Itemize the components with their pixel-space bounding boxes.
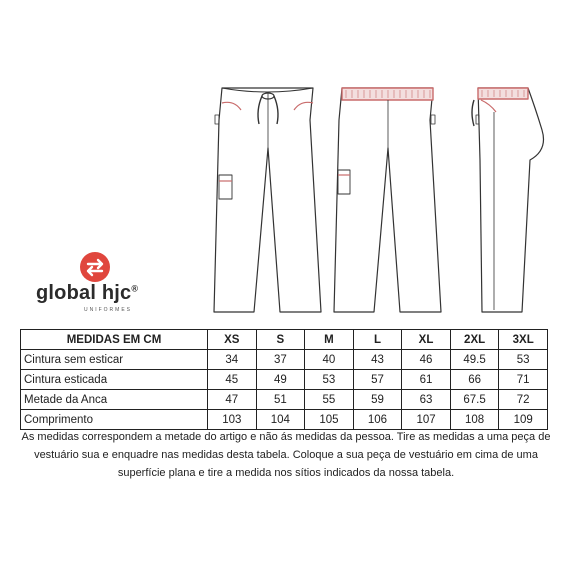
table-cell: 104 <box>256 410 305 430</box>
table-cell: 66 <box>450 370 499 390</box>
table-cell: 45 <box>208 370 257 390</box>
trousers-back-view <box>334 88 441 312</box>
table-cell: 72 <box>499 390 548 410</box>
table-row <box>21 410 548 430</box>
size-header: 2XL <box>450 330 499 350</box>
table-cell: 40 <box>305 350 354 370</box>
measurement-note: As medidas correspondem a metade do artigo e não ás medidas da pessoa. Tire as medidas a uma peça de vestuário sua e enquadre nas medidas desta tabela. Coloque a sua peça de vestuário em cima de uma superfície plana e tire a medida nos sítios indicados da nossa tabela. <box>21 431 551 479</box>
table-row <box>21 350 548 370</box>
table-row <box>21 390 548 410</box>
table-cell: 71 <box>499 370 548 390</box>
table-cell: 57 <box>353 370 402 390</box>
row-label: Cintura esticada <box>21 370 208 390</box>
row-label: Cintura sem esticar <box>21 350 208 370</box>
table-cell: 46 <box>402 350 451 370</box>
brand-logo <box>36 252 166 312</box>
table-cell: 63 <box>402 390 451 410</box>
table-cell: 109 <box>499 410 548 430</box>
size-table <box>20 329 548 430</box>
brand-tagline: UNIFORMES <box>84 307 132 313</box>
table-cell: 49 <box>256 370 305 390</box>
table-header-label: MEDIDAS EM CM <box>21 330 208 350</box>
size-header: M <box>305 330 354 350</box>
table-row <box>21 370 548 390</box>
table-cell: 51 <box>256 390 305 410</box>
table-header-row <box>21 330 548 350</box>
table-cell: 103 <box>208 410 257 430</box>
brand-logo-icon <box>80 252 110 282</box>
table-cell: 49.5 <box>450 350 499 370</box>
table-cell: 61 <box>402 370 451 390</box>
table-cell: 105 <box>305 410 354 430</box>
size-header: XS <box>208 330 257 350</box>
table-cell: 67.5 <box>450 390 499 410</box>
brand-name: global hjc <box>36 282 132 304</box>
table-cell: 53 <box>499 350 548 370</box>
trousers-front-view <box>214 88 321 312</box>
trousers-side-view <box>472 88 544 312</box>
table-cell: 106 <box>353 410 402 430</box>
size-header: 3XL <box>499 330 548 350</box>
table-cell: 59 <box>353 390 402 410</box>
table-cell: 53 <box>305 370 354 390</box>
registered-mark: ® <box>131 283 139 294</box>
table-cell: 107 <box>402 410 451 430</box>
table-cell: 37 <box>256 350 305 370</box>
table-cell: 55 <box>305 390 354 410</box>
size-header: S <box>256 330 305 350</box>
table-cell: 108 <box>450 410 499 430</box>
row-label: Comprimento <box>21 410 208 430</box>
row-label: Metade da Anca <box>21 390 208 410</box>
size-header: XL <box>402 330 451 350</box>
size-header: L <box>353 330 402 350</box>
table-cell: 43 <box>353 350 402 370</box>
table-cell: 47 <box>208 390 257 410</box>
table-cell: 34 <box>208 350 257 370</box>
